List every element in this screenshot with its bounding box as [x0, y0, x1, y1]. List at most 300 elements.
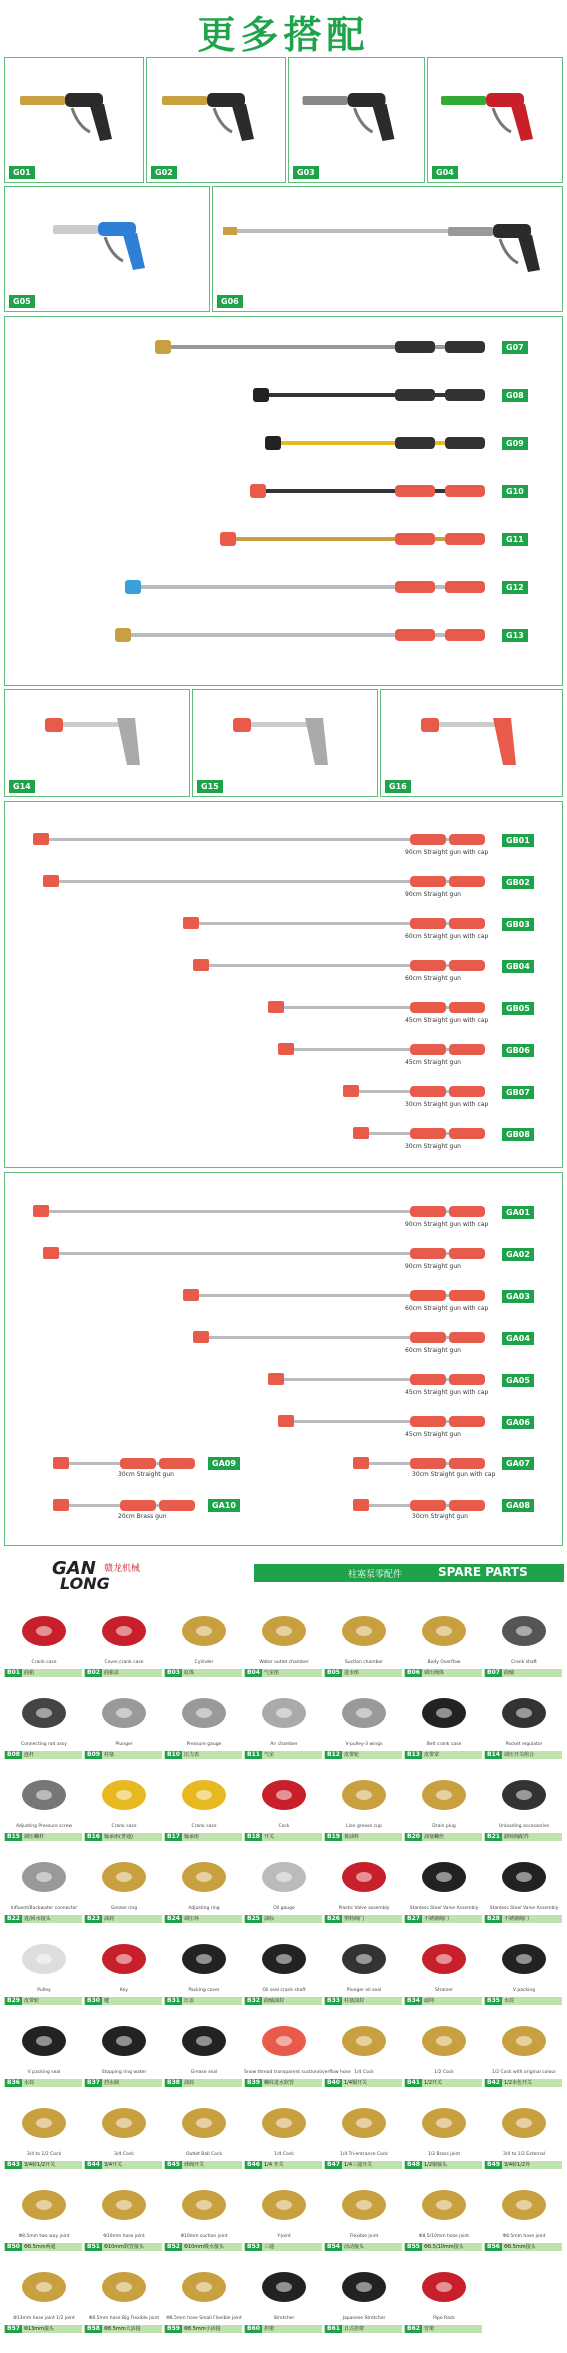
spare-part-code: B60: [247, 2325, 260, 2332]
spare-part-cn: 螺纹进水软管: [264, 2080, 295, 2086]
spare-part-image: [490, 1688, 558, 1738]
spare-part-image: [330, 1688, 398, 1738]
spray-gun-image: [5, 187, 211, 313]
spare-part-code: B08: [7, 1751, 20, 1758]
spare-part-code: B28: [487, 1915, 500, 1922]
spare-part-icon: [330, 1688, 398, 1738]
spare-part-item: [324, 2259, 404, 2339]
spare-part-name: Φ8.5mm hose Big Flexible joint: [88, 2316, 160, 2321]
spare-part-icon: [170, 1770, 238, 1820]
spare-part-code: B30: [87, 1997, 100, 2004]
spare-part-code: B11: [247, 1751, 260, 1758]
spare-part-icon: [250, 1934, 318, 1984]
spare-part-image: [410, 1770, 478, 1820]
spare-part-image: [330, 2098, 398, 2148]
spare-part-code: B36: [7, 2079, 20, 2086]
spare-part-code: B46: [247, 2161, 260, 2168]
spare-part-image: [330, 1934, 398, 1984]
spare-part-image: [330, 1770, 398, 1820]
spare-part-code: B14: [487, 1751, 500, 1758]
gb-label: 60cm Straight gun: [405, 975, 461, 982]
spare-part-code: B26: [327, 1915, 340, 1922]
ga-label: 90cm Straight gun: [405, 1263, 461, 1270]
spare-part-image: [490, 2016, 558, 2066]
spare-part-image: [410, 2180, 478, 2230]
spare-part-icon: [250, 1606, 318, 1656]
spare-part-code: B48: [407, 2161, 420, 2168]
gun-code: G14: [9, 780, 35, 793]
spare-part-icon: [330, 1852, 398, 1902]
spare-part-icon: [90, 2262, 158, 2312]
spare-part-icon: [10, 1852, 78, 1902]
spare-part-name: Φ8.5mm two way joint: [18, 2234, 70, 2239]
spare-part-code: B01: [7, 1669, 20, 1676]
spare-part-code: B19: [327, 1833, 340, 1840]
spare-part-code: B13: [407, 1751, 420, 1758]
spare-part-image: [490, 1770, 558, 1820]
spare-part-name: Packing cover: [188, 1988, 220, 1993]
spare-part-image: [490, 1606, 558, 1656]
spare-part-icon: [490, 1606, 558, 1656]
spare-part-icon: [490, 1852, 558, 1902]
spare-part-image: [410, 2016, 478, 2066]
spare-part-code: B62: [407, 2325, 420, 2332]
spare-part-item: [404, 2013, 484, 2093]
gb-label: 30cm Straight gun: [405, 1143, 461, 1150]
spare-part-icon: [170, 2262, 238, 2312]
spare-part-icon: [10, 1934, 78, 1984]
spare-part-cn: 3/4转1/2外: [504, 2162, 531, 2168]
spare-part-name: 3/4 to 1/2 External: [503, 2152, 545, 2157]
spare-part-code: B23: [87, 1915, 100, 1922]
spare-part-cn: 缸体: [184, 1670, 195, 1676]
spare-part-item: [244, 1603, 324, 1683]
spare-part-icon: [410, 2262, 478, 2312]
spare-part-cn: 1/2开关: [424, 2080, 443, 2086]
spare-part-item: [244, 1931, 324, 2011]
spare-part-item: [84, 1767, 164, 1847]
spare-part-image: [250, 2262, 318, 2312]
spare-part-cn: Φ10mm软管接头: [104, 2244, 145, 2250]
spare-part-image: [250, 1606, 318, 1656]
spare-part-cn: 3/4开关: [104, 2162, 123, 2168]
spare-part-code: B15: [7, 1833, 20, 1840]
spare-part-cn: 连杆: [24, 1752, 35, 1758]
spare-part-item: [164, 2259, 244, 2339]
spare-part-code: B17: [167, 1833, 180, 1840]
gb-label: 90cm Straight gun with cap: [405, 849, 489, 856]
spare-part-cn: 进/回水接头: [24, 1916, 51, 1922]
ga-code: GA10: [208, 1499, 240, 1512]
spare-part-item: [324, 1685, 404, 1765]
spare-part-image: [250, 2016, 318, 2066]
spare-part-icon: [410, 1934, 478, 1984]
spare-part-item: [324, 2013, 404, 2093]
spare-part-name: Pipe Rack: [433, 2316, 455, 2321]
ga-label: 60cm Straight gun with cap: [405, 1305, 489, 1312]
spare-part-code: B38: [167, 2079, 180, 2086]
spare-part-cn: 塑料阀门: [344, 1916, 365, 1922]
spare-part-code: B49: [487, 2161, 500, 2168]
spare-part-item: [4, 1849, 84, 1929]
brand-logo-bottom: LONG: [60, 1574, 110, 1593]
spare-part-icon: [250, 1852, 318, 1902]
spare-part-item: [404, 1767, 484, 1847]
spare-part-cn: 日式担架: [344, 2326, 365, 2332]
spare-part-cn: 轴承座(普通): [104, 1834, 133, 1840]
spare-part-code: B21: [487, 1833, 500, 1840]
ga-label: 30cm Straight gun: [412, 1513, 468, 1520]
spare-part-icon: [410, 2098, 478, 2148]
spare-part-icon: [90, 2180, 158, 2230]
spare-part-code: B09: [87, 1751, 100, 1758]
spare-part-image: [170, 1934, 238, 1984]
spare-part-icon: [490, 2098, 558, 2148]
spare-part-item: [4, 1931, 84, 2011]
lance-code: G13: [502, 629, 528, 642]
spare-part-cn: 不锈钢阀门: [504, 1916, 530, 1922]
spare-part-code: B41: [407, 2079, 420, 2086]
spare-part-cn: Φ8.5mm大活接: [104, 2326, 141, 2332]
spare-part-item: [484, 1931, 564, 2011]
spare-part-image: [10, 2262, 78, 2312]
spare-part-icon: [330, 1770, 398, 1820]
spare-part-name: Oil gauge: [273, 1906, 295, 1911]
gb-code: GB03: [502, 918, 534, 931]
gb-code: GB02: [502, 876, 534, 889]
spare-part-code: B55: [407, 2243, 420, 2250]
spare-part-cn: 曲箱: [24, 1670, 35, 1676]
spare-part-item: [324, 2177, 404, 2257]
spare-part-name: Pulley: [37, 1988, 51, 1993]
spare-part-cn: 水封: [24, 2080, 35, 2086]
spare-part-image: [330, 1606, 398, 1656]
gun-card: [4, 186, 210, 312]
spare-part-code: B47: [327, 2161, 340, 2168]
straight-gun-drawing: [5, 802, 564, 1176]
spare-part-image: [170, 1852, 238, 1902]
ga-code: GA08: [502, 1499, 534, 1512]
ga-code: GA06: [502, 1416, 534, 1429]
ga-code: GA09: [208, 1457, 240, 1470]
spare-part-cn: Φ10mm吸水接头: [184, 2244, 225, 2250]
spare-part-image: [330, 2016, 398, 2066]
spare-part-image: [250, 2098, 318, 2148]
ga-label: 30cm Straight gun with cap: [412, 1471, 496, 1478]
spare-part-icon: [10, 2262, 78, 2312]
spare-part-name: Grease seal: [190, 2070, 218, 2075]
spare-part-name: 3/4 to 1/2 Cock: [26, 2152, 62, 2157]
spare-part-icon: [410, 1688, 478, 1738]
spare-part-cn: Φ8.5mm两通: [24, 2244, 56, 2250]
spare-part-code: B22: [7, 1915, 20, 1922]
spare-part-item: [404, 2177, 484, 2257]
spare-part-icon: [10, 2098, 78, 2148]
gb-code: GB06: [502, 1044, 534, 1057]
gun-code: G06: [217, 295, 243, 308]
spare-part-item: [484, 1849, 564, 1929]
spare-part-item: [484, 1603, 564, 1683]
spare-part-code: B18: [247, 1833, 260, 1840]
spare-part-icon: [410, 1770, 478, 1820]
spare-part-image: [250, 1770, 318, 1820]
gun-card: [146, 57, 286, 183]
spare-part-cn: 皮带轮: [344, 1752, 360, 1758]
spare-part-item: [404, 1931, 484, 2011]
spare-part-icon: [90, 2098, 158, 2148]
spare-part-cn: 管架: [424, 2326, 435, 2332]
spare-part-code: B16: [87, 1833, 100, 1840]
spare-part-code: B02: [87, 1669, 100, 1676]
spare-part-icon: [90, 1606, 158, 1656]
spare-part-name: Stopping ring water: [101, 2070, 147, 2075]
spare-part-code: B44: [87, 2161, 100, 2168]
spare-part-cn: Φ8.5mm小活接: [184, 2326, 221, 2332]
gun-card: [212, 186, 563, 312]
gun-card: [427, 57, 563, 183]
spare-part-name: 1/4 Cock: [274, 2152, 294, 2157]
spare-part-name: Plastic Valve assembly: [338, 1906, 390, 1911]
spare-part-code: B03: [167, 1669, 180, 1676]
spare-part-image: [410, 1934, 478, 1984]
spare-part-icon: [170, 1688, 238, 1738]
spare-part-image: [90, 2098, 158, 2148]
spare-part-name: Stanless Steel Valve Assembly: [409, 1906, 479, 1911]
spare-part-item: [164, 2177, 244, 2257]
spare-part-icon: [330, 2262, 398, 2312]
spare-part-cn: 柱塞: [104, 1752, 115, 1758]
spare-part-name: Suction chamber: [344, 1660, 384, 1665]
spare-part-code: B39: [247, 2079, 260, 2086]
spare-part-name: Lion grease cup: [346, 1824, 382, 1829]
spare-part-cn: 轴承座: [184, 1834, 200, 1840]
spare-part-icon: [330, 2180, 398, 2230]
spare-part-code: B05: [327, 1669, 340, 1676]
lance-code: G12: [502, 581, 528, 594]
spare-part-image: [490, 1934, 558, 1984]
spare-part-name: Drain plug: [432, 1824, 456, 1829]
spare-part-name: Crank case: [111, 1824, 137, 1829]
spare-part-cn: 三通: [264, 2244, 275, 2250]
spare-part-name: V packing: [512, 1988, 536, 1993]
spare-part-code: B07: [487, 1669, 500, 1676]
ga-label: 45cm Straight gun: [405, 1431, 461, 1438]
spare-part-icon: [330, 2098, 398, 2148]
spare-part-image: [410, 1852, 478, 1902]
spare-part-icon: [250, 2180, 318, 2230]
spare-part-cn: 活动接头: [344, 2244, 365, 2250]
spare-part-image: [170, 2262, 238, 2312]
spare-part-name: 1/2 Cock with original colour: [491, 2070, 557, 2075]
spare-part-item: [4, 1603, 84, 1683]
spare-part-code: B24: [167, 1915, 180, 1922]
spare-header-en: SPARE PARTS: [438, 1565, 528, 1579]
spare-part-code: B58: [87, 2325, 100, 2332]
lance-code: G10: [502, 485, 528, 498]
spare-part-cn: Φ8.5/10mm接头: [424, 2244, 464, 2250]
spare-part-icon: [490, 1934, 558, 1984]
spare-part-cn: 气室: [264, 1752, 275, 1758]
spare-part-item: [84, 1603, 164, 1683]
spare-part-image: [10, 1688, 78, 1738]
spare-part-cn: 挡水圈: [104, 2080, 120, 2086]
spare-part-cn: Φ8.5mm接头: [504, 2244, 536, 2250]
spare-part-icon: [10, 2016, 78, 2066]
spare-part-cn: 键: [104, 1998, 110, 2004]
spare-part-icon: [250, 2262, 318, 2312]
spare-part-name: Japanese Stretcher: [342, 2316, 386, 2321]
spare-part-name: Plunger oil seal: [346, 1988, 382, 1993]
spare-part-icon: [250, 1688, 318, 1738]
spare-part-code: B32: [247, 1997, 260, 2004]
spare-part-cn: 调压开关组合: [504, 1752, 535, 1758]
spare-part-code: B33: [327, 1997, 340, 2004]
spare-part-item: [484, 1685, 564, 1765]
spare-part-cn: 压力表: [184, 1752, 200, 1758]
spare-part-name: Key: [119, 1988, 129, 1993]
spare-part-name: Belt crank case: [426, 1742, 462, 1747]
spare-part-cn: 压盖: [184, 1998, 195, 2004]
spare-part-name: Φ13mm hose joint 1/2 joint: [13, 2316, 75, 2321]
spare-part-name: Air chamber: [270, 1742, 298, 1747]
gun-card: [288, 57, 425, 183]
gb-label: 90cm Straight gun: [405, 891, 461, 898]
spare-part-icon: [250, 2016, 318, 2066]
spare-part-code: B12: [327, 1751, 340, 1758]
spare-part-image: [10, 1770, 78, 1820]
trigger-gun-card: [380, 689, 563, 797]
spare-part-code: B54: [327, 2243, 340, 2250]
spare-part-cn: 曲轴: [504, 1670, 515, 1676]
spare-part-image: [90, 1852, 158, 1902]
spare-part-icon: [410, 2180, 478, 2230]
gun-code: G01: [9, 166, 35, 179]
spare-part-item: [484, 1767, 564, 1847]
spare-parts-header: [254, 1564, 564, 1582]
spare-part-item: [4, 2095, 84, 2175]
gb-series-panel: [4, 801, 563, 1168]
spare-part-image: [90, 2016, 158, 2066]
spare-part-cn: 曲轴油封: [264, 1998, 285, 2004]
gun-code: G05: [9, 295, 35, 308]
gun-card: [4, 57, 144, 183]
spare-part-code: B37: [87, 2079, 100, 2086]
spare-part-item: [164, 1603, 244, 1683]
spare-part-item: [244, 2259, 324, 2339]
spare-part-cn: 油封: [104, 1916, 115, 1922]
spare-part-code: B57: [7, 2325, 20, 2332]
spare-part-cn: 黄油杯: [344, 1834, 360, 1840]
spare-part-item: [164, 2095, 244, 2175]
spare-part-image: [330, 2180, 398, 2230]
spare-part-item: [244, 1849, 324, 1929]
spare-part-icon: [490, 1688, 558, 1738]
spare-part-image: [90, 1770, 158, 1820]
spare-part-icon: [250, 2098, 318, 2148]
spare-part-code: B27: [407, 1915, 420, 1922]
spare-part-image: [170, 1606, 238, 1656]
spare-part-cn: 油标: [264, 1916, 275, 1922]
spare-part-name: V-pulley-3 wings: [345, 1742, 383, 1747]
spare-part-name: Grease ring: [110, 1906, 138, 1911]
spare-part-cn: 1/2铜接头: [424, 2162, 448, 2168]
spare-part-image: [250, 1852, 318, 1902]
spare-part-cn: 油封: [184, 2080, 195, 2086]
spare-part-image: [170, 1688, 238, 1738]
spare-part-item: [324, 2095, 404, 2175]
ga-label: 90cm Straight gun with cap: [405, 1221, 489, 1228]
spare-part-icon: [330, 2016, 398, 2066]
spare-part-code: B43: [7, 2161, 20, 2168]
gb-code: GB01: [502, 834, 534, 847]
gun-code: G02: [151, 166, 177, 179]
spare-part-icon: [330, 1934, 398, 1984]
spare-part-item: [484, 2095, 564, 2175]
spare-part-name: Adjusting Pressure screw: [15, 1824, 73, 1829]
spare-part-image: [490, 1852, 558, 1902]
spare-part-image: [10, 2180, 78, 2230]
spare-part-item: [84, 1931, 164, 2011]
spare-part-item: [244, 1767, 324, 1847]
spare-part-name: Y-joint: [277, 2234, 291, 2239]
trigger-gun-card: [192, 689, 378, 797]
spare-part-cn: 卸荷阀配件: [504, 1834, 530, 1840]
ga-label: 30cm Straight gun: [118, 1471, 174, 1478]
spare-part-icon: [330, 1606, 398, 1656]
spare-part-name: Flexible joint: [349, 2234, 379, 2239]
spare-part-image: [330, 1852, 398, 1902]
spare-part-item: [244, 1685, 324, 1765]
spare-part-code: B52: [167, 2243, 180, 2250]
spare-part-name: 1/4 Cock: [354, 2070, 374, 2075]
spare-part-icon: [90, 1770, 158, 1820]
spare-part-image: [10, 2016, 78, 2066]
spare-part-name: Water outlet chamber: [259, 1660, 309, 1665]
straight-gun-drawing: [5, 1173, 564, 1547]
spare-part-icon: [250, 1770, 318, 1820]
spare-part-image: [90, 1934, 158, 1984]
spare-part-item: [404, 1849, 484, 1929]
spare-part-name: Cylinder: [194, 1660, 214, 1665]
spare-part-code: B06: [407, 1669, 420, 1676]
spare-part-item: [84, 2095, 164, 2175]
spare-part-cn: 3/4转1/2开关: [24, 2162, 56, 2168]
spare-part-icon: [90, 1852, 158, 1902]
spare-part-icon: [170, 2180, 238, 2230]
spare-part-image: [330, 2262, 398, 2312]
spare-part-name: Connecting rod assy: [21, 1742, 67, 1747]
gb-code: GB04: [502, 960, 534, 973]
spare-part-name: Cover,crank case: [104, 1660, 144, 1665]
ga-code: GA07: [502, 1457, 534, 1470]
spare-part-cn: 气室座: [264, 1670, 280, 1676]
page-title: 更多搭配: [197, 13, 370, 57]
spare-part-icon: [410, 1606, 478, 1656]
spare-part-icon: [410, 2016, 478, 2066]
spare-part-name: Pressure gauge: [186, 1742, 222, 1747]
spare-part-item: [244, 2177, 324, 2257]
spare-part-image: [410, 2262, 478, 2312]
spare-part-cn: Φ13mm接头: [24, 2326, 55, 2332]
spare-part-name: 1/4 Tri-entrance Cock: [340, 2152, 388, 2157]
spare-part-cn: 水封: [504, 1998, 515, 2004]
spare-part-cn: 柱塞油封: [344, 1998, 365, 2004]
lance-drawing: [5, 317, 564, 687]
spare-part-item: [244, 2095, 324, 2175]
gb-code: GB08: [502, 1128, 534, 1141]
spare-part-cn: 进水座: [344, 1670, 360, 1676]
spare-part-name: Influent/Backwater connector: [10, 1906, 78, 1911]
